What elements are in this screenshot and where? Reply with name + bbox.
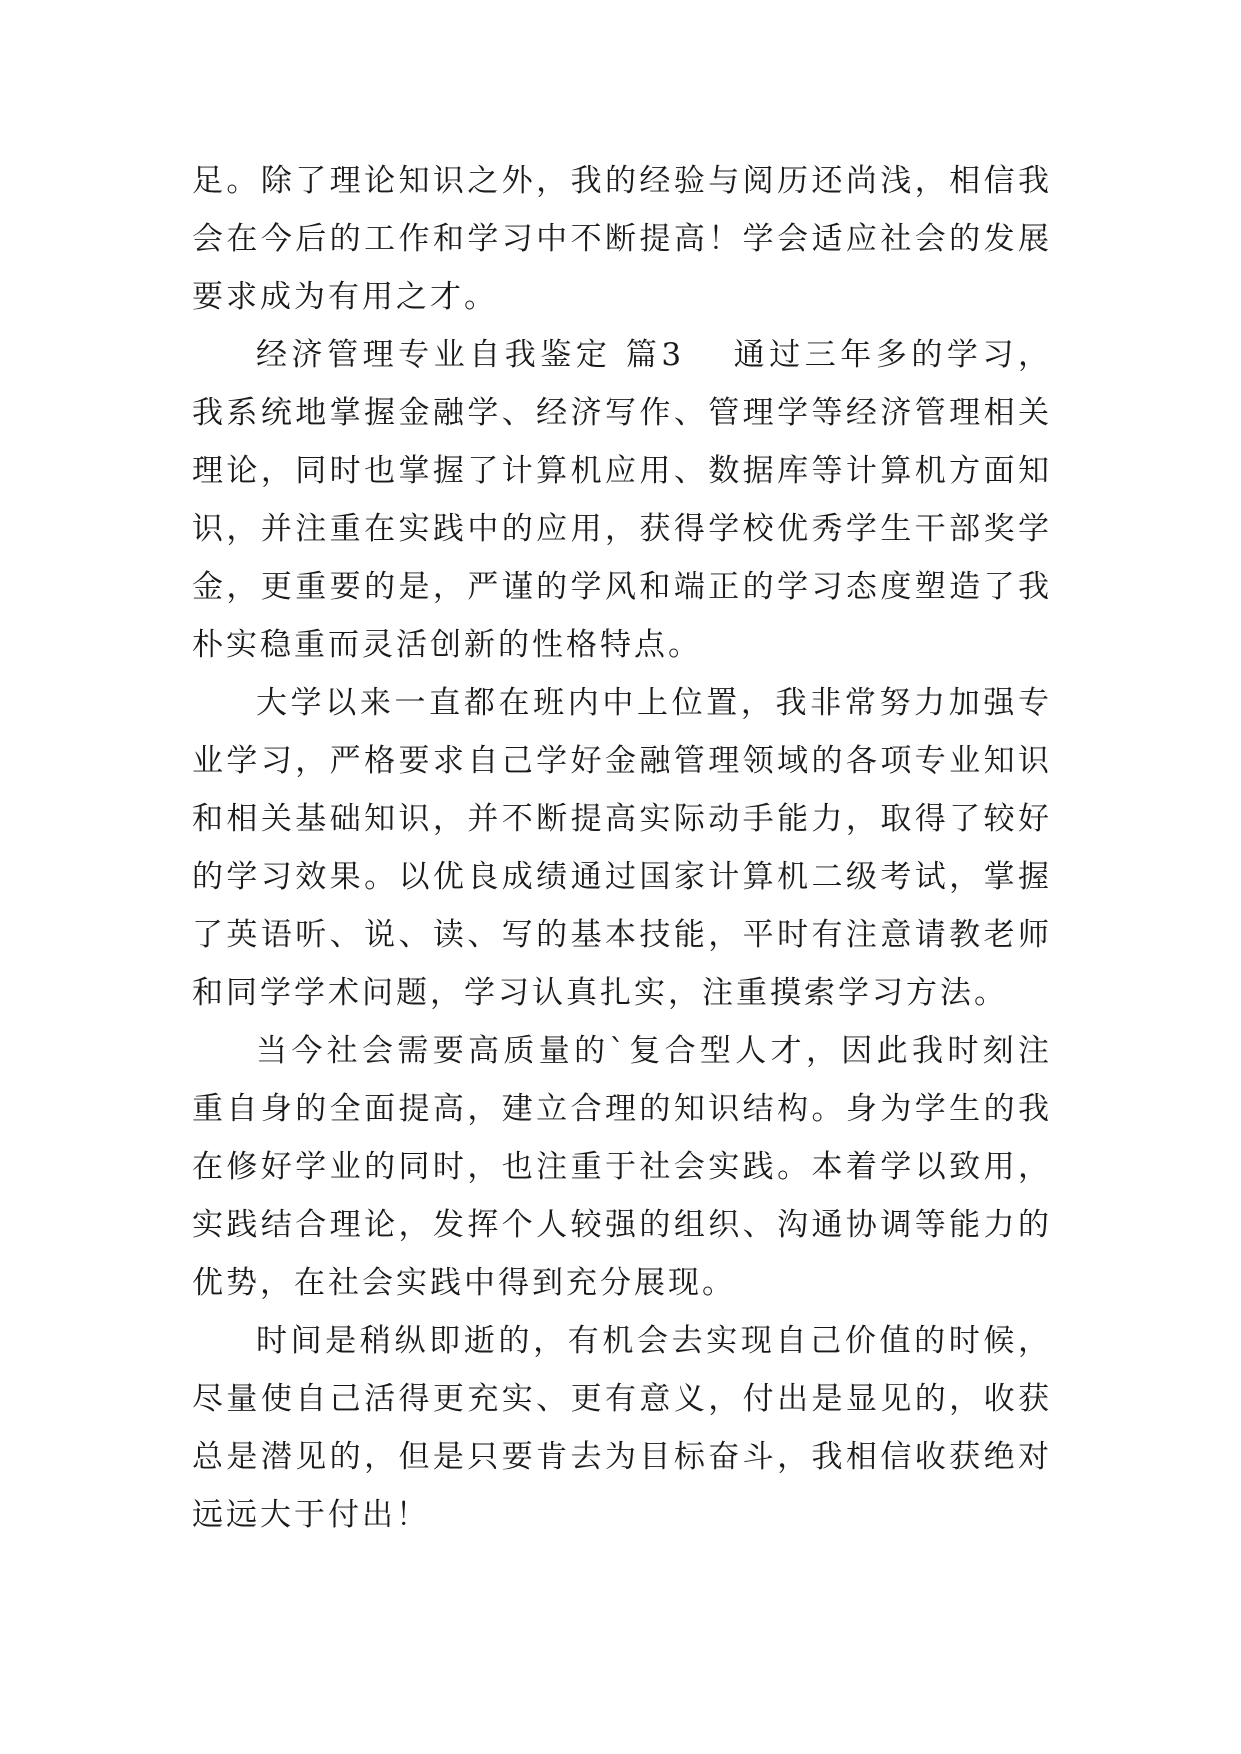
paragraph-conclusion	[192, 1312, 1052, 1544]
paragraph-text: 大学以来一直都在班内中上位置，我非常努力加强专业学习，严格要求自己学好金融管理领域的各项专业知识和相关基础知识，并不断提高实际动手能力，取得了较好的学习效果。以优良成绩通过国家计算机二级考试，掌握了英语听、说、读、写的基本技能，平时有注意请教老师和同学学术问题，学习认真扎实，注重摸索学习方法。	[192, 685, 1052, 1011]
paragraph-continuation	[192, 152, 1052, 326]
paragraph-study	[192, 674, 1052, 1022]
section-heading: 经济管理专业自我鉴定 篇3	[256, 337, 685, 373]
document-page	[192, 152, 1052, 1544]
paragraph-text: 足。除了理论知识之外，我的经验与阅历还尚浅，相信我会在今后的工作和学习中不断提高！学会适应社会的发展要求成为有用之才。	[192, 163, 1052, 315]
paragraph-section-3	[192, 326, 1052, 674]
paragraph-practice	[192, 1022, 1052, 1312]
paragraph-text: 通过三年多的学习，我系统地掌握金融学、经济写作、管理学等经济管理相关理论，同时也掌握了计算机应用、数据库等计算机方面知识，并注重在实践中的应用，获得学校优秀学生干部奖学金，更重要的是，严谨的学风和端正的学习态度塑造了我朴实稳重而灵活创新的性格特点。	[192, 337, 1053, 663]
paragraph-text: 当今社会需要高质量的`复合型人才，因此我时刻注重自身的全面提高，建立合理的知识结构。身为学生的我在修好学业的同时，也注重于社会实践。本着学以致用，实践结合理论，发挥个人较强的组织、沟通协调等能力的优势，在社会实践中得到充分展现。	[192, 1033, 1052, 1301]
paragraph-text: 时间是稍纵即逝的，有机会去实现自己价值的时候，尽量使自己活得更充实、更有意义，付出是显见的，收获总是潜见的，但是只要肯去为目标奋斗，我相信收获绝对远远大于付出！	[192, 1323, 1052, 1533]
